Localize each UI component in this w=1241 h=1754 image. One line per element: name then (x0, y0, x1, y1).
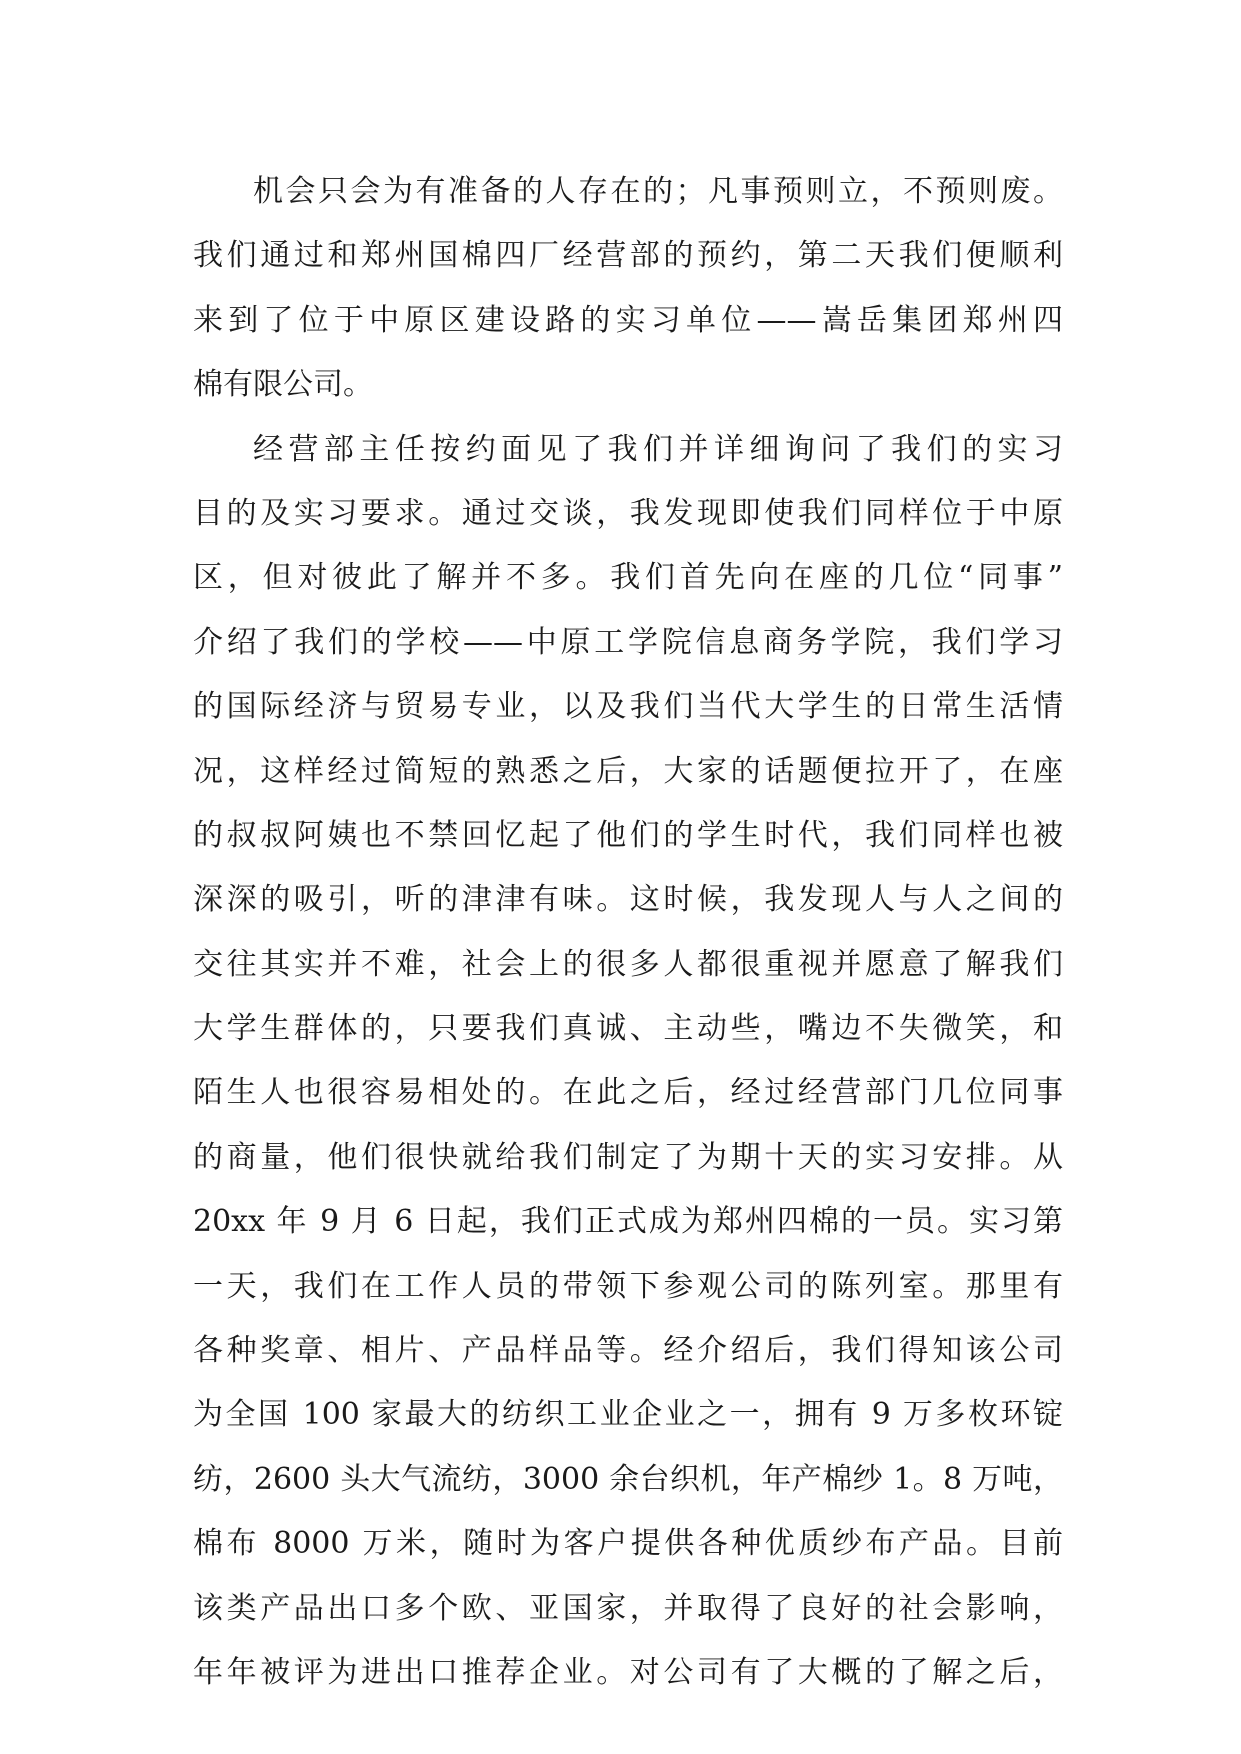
paragraph-2-line-6: 况，这样经过简短的熟悉之后，大家的话题便拉开了，在座 (193, 753, 1063, 789)
paragraph-2-line-14: 一天，我们在工作人员的带领下参观公司的陈列室。那里有 (193, 1268, 1063, 1304)
paragraph-2-line-15: 各种奖章、相片、产品样品等。经介绍后，我们得知该公司 (193, 1333, 1063, 1369)
paragraph-2-line-5: 的国际经济与贸易专业，以及我们当代大学生的日常生活情 (193, 689, 1063, 725)
paragraph-2-line-1: 经营部主任按约面见了我们并详细询问了我们的实习 (253, 431, 1063, 467)
paragraph-2-line-10: 大学生群体的，只要我们真诚、主动些，嘴边不失微笑，和 (193, 1011, 1063, 1047)
paragraph-1-line-1: 机会只会为有准备的人存在的；凡事预则立，不预则废。 (253, 174, 1063, 209)
paragraph-2-line-11: 陌生人也很容易相处的。在此之后，经过经营部门几位同事 (193, 1075, 1063, 1111)
paragraph-2-line-8: 深深的吸引，听的津津有味。这时候，我发现人与人之间的 (193, 882, 1063, 918)
paragraph-2-line-13: 20xx 年 9 月 6 日起，我们正式成为郑州四棉的一员。实习第 (193, 1204, 1063, 1240)
paragraph-2-line-2: 目的及实习要求。通过交谈，我发现即使我们同样位于中原 (193, 495, 1063, 531)
paragraph-2-line-7: 的叔叔阿姨也不禁回忆起了他们的学生时代，我们同样也被 (193, 817, 1063, 853)
paragraph-2-line-19: 该类产品出口多个欧、亚国家，并取得了良好的社会影响， (193, 1590, 1063, 1626)
paragraph-1-line-2: 我们通过和郑州国棉四厂经营部的预约，第二天我们便顺利 (193, 238, 1063, 274)
paragraph-2-line-3: 区，但对彼此了解并不多。我们首先向在座的几位“同事” (193, 560, 1063, 596)
paragraph-2-line-12: 的商量，他们很快就给我们制定了为期十天的实习安排。从 (193, 1139, 1063, 1175)
paragraph-1-line-4: 棉有限公司。 (193, 367, 373, 403)
paragraph-2-line-9: 交往其实并不难，社会上的很多人都很重视并愿意了解我们 (193, 946, 1063, 982)
paragraph-2-line-17: 纺，2600 头大气流纺，3000 余台织机，年产棉纱 1。8 万吨， (193, 1461, 1063, 1497)
paragraph-2-line-20: 年年被评为进出口推荐企业。对公司有了大概的了解之后， (193, 1654, 1063, 1690)
body-text (193, 160, 1063, 1705)
paragraph-2-line-4: 介绍了我们的学校——中原工学院信息商务学院，我们学习 (193, 624, 1063, 660)
paragraph-1-line-3: 来到了位于中原区建设路的实习单位——嵩岳集团郑州四 (193, 302, 1063, 338)
paragraph-2-line-16: 为全国 100 家最大的纺织工业企业之一，拥有 9 万多枚环锭 (193, 1397, 1063, 1433)
paragraph-2-line-18: 棉布 8000 万米，随时为客户提供各种优质纱布产品。目前 (193, 1526, 1063, 1562)
